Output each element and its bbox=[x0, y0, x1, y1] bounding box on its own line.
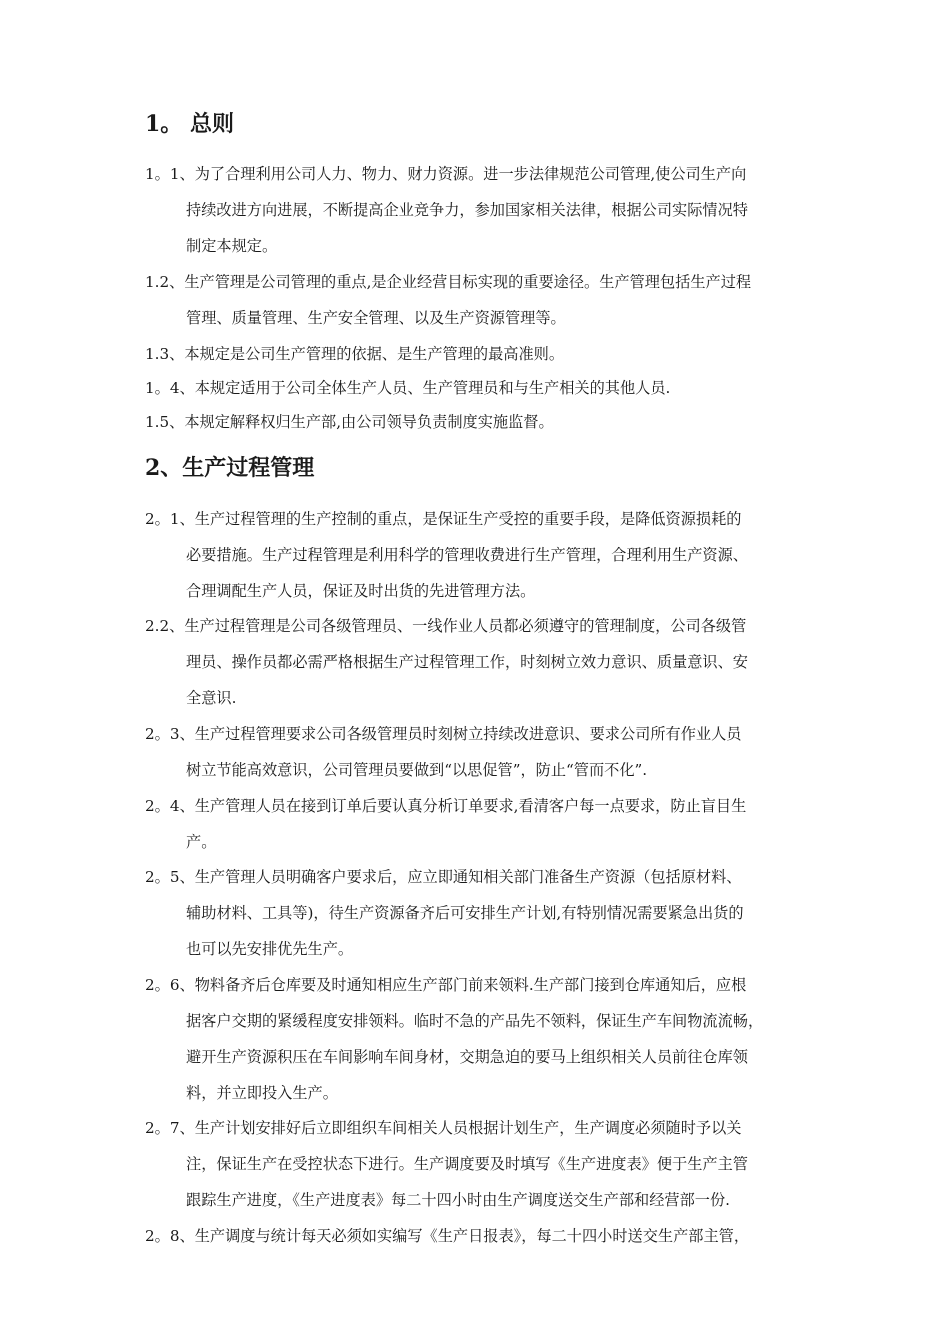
paragraph-line: 2。4、生产管理人员在接到订单后要认真分析订单要求,看清客户每一点要求，防止盲目生 bbox=[145, 797, 747, 815]
paragraph-line: 1。4、本规定适用于公司全体生产人员、生产管理员和与生产相关的其他人员. bbox=[145, 379, 671, 397]
paragraph-line: 持续改进方向进展，不断提高企业竞争力，参加国家相关法律，根据公司实际情况特 bbox=[186, 201, 748, 219]
paragraph-line: 2。8、生产调度与统计每天必须如实编写《生产日报表》，每二十四小时送交生产部主管， bbox=[145, 1227, 750, 1245]
paragraph-line: 辅助材料、工具等)，待生产资源备齐后可安排生产计划,有特别情况需要紧急出货的 bbox=[186, 904, 744, 922]
paragraph-1-5 bbox=[145, 404, 825, 440]
paragraph-line: 2。1、生产过程管理的生产控制的重点，是保证生产受控的重要手段，是降低资源损耗的 bbox=[145, 510, 742, 528]
paragraph-2-3 bbox=[145, 716, 825, 788]
paragraph-line: 必要措施。生产过程管理是利用科学的管理收费进行生产管理，合理利用生产资源、 bbox=[186, 546, 748, 564]
paragraph-1-3 bbox=[145, 336, 825, 372]
paragraph-line: 产。 bbox=[186, 833, 217, 851]
paragraph-line: 2。7、生产计划安排好后立即组织车间相关人员根据计划生产，生产调度必须随时予以关 bbox=[145, 1119, 742, 1137]
paragraph-line: 树立节能高效意识，公司管理员要做到“以思促管”，防止“管而不化”. bbox=[186, 761, 648, 779]
paragraph-2-4 bbox=[145, 788, 825, 860]
section-heading-1: 1。 总则 bbox=[145, 111, 234, 137]
paragraph-line: 2。6、物料备齐后仓库要及时通知相应生产部门前来领料.生产部门接到仓库通知后，应根 bbox=[145, 976, 747, 994]
paragraph-line: 也可以先安排优先生产。 bbox=[186, 940, 354, 958]
paragraph-2-6 bbox=[145, 967, 825, 1111]
paragraph-line: 全意识. bbox=[186, 689, 237, 707]
paragraph-line: 1.2、生产管理是公司管理的重点,是企业经营目标实现的重要途径。生产管理包括生产过程 bbox=[145, 273, 752, 291]
paragraph-line: 管理、质量管理、生产安全管理、以及生产资源管理等。 bbox=[186, 309, 566, 327]
paragraph-line: 注，保证生产在受控状态下进行。生产调度要及时填写《生产进度表》便于生产主管 bbox=[186, 1155, 748, 1173]
paragraph-1-4 bbox=[145, 370, 825, 406]
paragraph-line: 据客户交期的紧缓程度安排领料。临时不急的产品先不领料，保证生产车间物流流畅， bbox=[186, 1012, 764, 1030]
paragraph-1-1 bbox=[145, 156, 825, 264]
paragraph-line: 2.2、生产过程管理是公司各级管理员、一线作业人员都必须遵守的管理制度，公司各级管 bbox=[145, 617, 747, 635]
paragraph-line: 1.3、本规定是公司生产管理的依据、是生产管理的最高准则。 bbox=[145, 345, 565, 363]
paragraph-line: 跟踪生产进度，《生产进度表》每二十四小时由生产调度送交生产部和经营部一份. bbox=[186, 1191, 730, 1209]
paragraph-line: 1。1、为了合理利用公司人力、物力、财力资源。进一步法律规范公司管理,使公司生产向 bbox=[145, 165, 747, 183]
paragraph-2-1 bbox=[145, 501, 825, 609]
paragraph-2-7 bbox=[145, 1110, 825, 1218]
paragraph-line: 2。3、生产过程管理要求公司各级管理员时刻树立持续改进意识、要求公司所有作业人员 bbox=[145, 725, 742, 743]
section-heading-2: 2、生产过程管理 bbox=[145, 455, 315, 481]
paragraph-line: 制定本规定。 bbox=[186, 237, 278, 255]
paragraph-1-2 bbox=[145, 264, 825, 336]
paragraph-2-2 bbox=[145, 608, 825, 716]
paragraph-2-5 bbox=[145, 859, 825, 967]
paragraph-line: 2。5、生产管理人员明确客户要求后，应立即通知相关部门准备生产资源（包括原材料、 bbox=[145, 868, 742, 886]
paragraph-line: 料，并立即投入生产。 bbox=[186, 1084, 338, 1102]
paragraph-line: 1.5、本规定解释权归生产部,由公司领导负责制度实施监督。 bbox=[145, 413, 554, 431]
paragraph-2-8 bbox=[145, 1218, 825, 1254]
paragraph-line: 合理调配生产人员，保证及时出货的先进管理方法。 bbox=[186, 582, 536, 600]
paragraph-line: 避开生产资源积压在车间影响车间身材，交期急迫的要马上组织相关人员前往仓库领 bbox=[186, 1048, 748, 1066]
paragraph-line: 理员、操作员都必需严格根据生产过程管理工作，时刻树立效力意识、质量意识、安 bbox=[186, 653, 748, 671]
